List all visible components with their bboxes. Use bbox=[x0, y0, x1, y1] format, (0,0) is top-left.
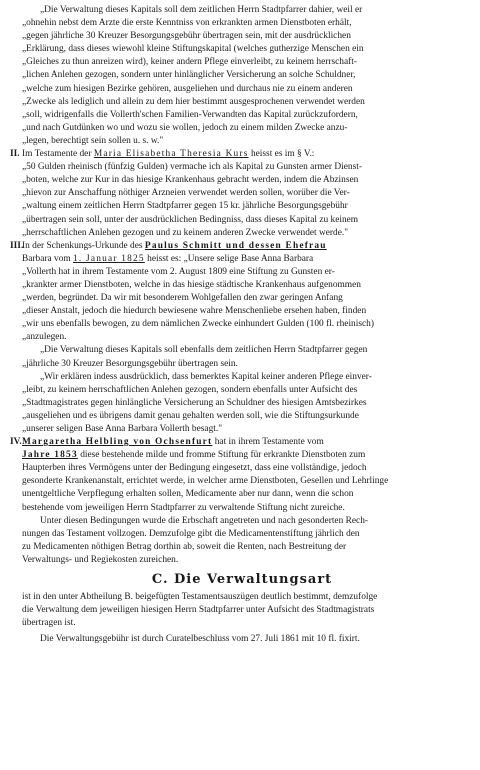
testator-name: Margaretha Helbling von Ochsenfurt bbox=[22, 437, 213, 448]
text-line: „boten, welche zur Kur in das hiesige Krankenhaus gebracht werden, indem die Abzinsen bbox=[22, 175, 359, 186]
section-1-quote bbox=[22, 4, 462, 148]
text-line: „jährliche 30 Kreuzer Besorgungsgebühr übertragen sein. bbox=[22, 358, 238, 369]
text-line: Haupterben ihres Vermögens unter der Bedingung eingesetzt, dass eine vollständige, jedoch bbox=[22, 463, 367, 474]
text-line: „Vollerth hat in ihrem Testamente vom 2. August 1809 eine Stiftung zu Gunsten er- bbox=[22, 266, 335, 277]
text-line: Unter diesen Bedingungen wurde die Erbschaft angetreten und nach gesonderten Rech- bbox=[40, 515, 369, 526]
text-line: „wir uns ebenfalls bewogen, zu dem nämlichen Zwecke einhundert Gulden (100 fl. rheinisch) bbox=[22, 319, 374, 330]
section-text: Barbara vom bbox=[22, 253, 71, 264]
text-line: „Die Verwaltung dieses Kapitals soll dem zeitlichen Herrn Stadtpfarrer dahier, weil er bbox=[40, 5, 363, 15]
text-line: gesonderte Krankenanstalt, errichtet werde, in welcher arme Dienstboten, Gesellen und Lehrlinge bbox=[22, 476, 389, 487]
text-line: „ausgeliehen und es übrigens damit genau gehalten werden soll, wie die Stiftungsurkunde bbox=[22, 410, 359, 421]
text-line: nungen das Testament vollzogen. Demzufolge gibt die Medicamentenstiftung jährlich den bbox=[22, 528, 360, 539]
section-4: IV. Margaretha Helbling von Ochsenfurt hat in ihrem Testamente vom Jahre 1853 diese bestehende milde und fromme Stiftung für erkrankte Dienstboten zum Haupterben ihres Vermögens unter der Bedingung eingesetzt, dass eine vollständige, jedoch gesonderte Krankenanstalt, errichtet werde, in welcher arme Dienstboten, Gesellen und Lehrlinge unentgeltliche Verpflegung erhalten sollen, Medicamente aber nur dann, wenn die schon bestehende vom jeweiligen Herrn Stadtpfarrer zu verwaltende Stiftung nicht zureiche. Unter diesen Bedingungen wurde die Erbschaft angetreten und nach gesonderten Rech- nungen das Testament vollzogen. Demzufolge gibt die Medicamentenstiftung jährlich den zu Medicamenten nöthigen Betrag dorthin ab, soweit die Renten, nach Bestreitung der Verwaltungs- und Regiekosten zureichen. bbox=[22, 436, 462, 567]
testator-name: Maria Elisabetha Theresia Kurs bbox=[93, 149, 249, 160]
text-line: „50 Gulden rheinisch (fünfzig Gulden) vermache ich als Kapital zu Gunsten armer Dienst- bbox=[22, 162, 362, 173]
text-line: „Zwecke als lediglich und allein zu dem hier bestimmt ausgesprochenen verwendet werden bbox=[22, 96, 365, 107]
text-line: „Die Verwaltung dieses Kapitals soll ebenfalls dem zeitlichen Herrn Stadtpfarrer gegen bbox=[40, 345, 368, 356]
text-line: „unserer seligen Base Anna Barbara Vollerth besagt." bbox=[22, 424, 223, 434]
text-line: „waltung einem zeitlichen Herrn Stadtpfarrer gegen 15 kr. jährliche Besorgungsgebühr bbox=[22, 201, 348, 212]
text-line: „Wir erklären indess ausdrücklich, dass bemerktes Kapital keiner anderen Pflege einver- bbox=[40, 371, 372, 382]
text-line: Verwaltungs- und Regiekosten zureichen. bbox=[22, 554, 179, 565]
text-line: zu Medicamenten nöthigen Betrag dorthin ab, soweit die Renten, nach Bestreitung der bbox=[22, 541, 347, 552]
section-text: hat in ihrem Testamente vom bbox=[214, 437, 324, 448]
section-number: III. bbox=[10, 240, 24, 251]
text-line: „hievon zur Anschaffung nöthiger Arzneien verwendet werden sollen, worüber die Ver- bbox=[22, 188, 350, 199]
text-line: „Erklärung, dass dieses wiewohl kleine Stiftungskapital (welches gutherzige Menschen ein bbox=[22, 44, 364, 55]
text-line: unentgeltliche Verpflegung erhalten sollen, Medicamente aber nur dann, wenn die schon bbox=[22, 489, 354, 500]
text-line: „legen, berechtigt sein sollen u. s. w." bbox=[22, 135, 164, 146]
text-line: „soll, widrigenfalls die Vollerth'schen Familien-Verwandten das Kapital zurückzufordern, bbox=[22, 109, 358, 120]
fee-statement: Die Verwaltungsgebühr ist durch Curatelbeschluss vom 27. Juli 1861 mit 10 fl. fixirt. bbox=[40, 634, 360, 645]
section-intro: In der Schenkungs-Urkunde des bbox=[22, 240, 143, 251]
section-text: heisst es: „Unsere selige Base Anna Barbara bbox=[147, 253, 314, 264]
text-line: „welche zum hiesigen Bezirke gehören, ausgeliehen und durchaus nie zu einem anderen bbox=[22, 83, 353, 94]
section-intro-after: heisst es im § V.: bbox=[250, 149, 315, 160]
text-line: „werden, begründet. Da wir mit besonderem Wohlgefallen den zwar geringen Anfang bbox=[22, 293, 343, 304]
text-line: „gegen jährliche 30 Kreuzer Besorgungsgebühr übertragen sein, mit der ausdrücklichen bbox=[22, 31, 351, 42]
section-text: diese bestehende milde und fromme Stiftung für erkrankte Dienstboten zum bbox=[80, 450, 366, 461]
testament-year: Jahre 1853 bbox=[22, 450, 78, 461]
text-line: „Gleiches zu thun anreizen wird), keiner andern Pflege einverleibt, zu keinem herrschaft- bbox=[22, 57, 358, 68]
text-line: „herrschaftlichen Anlehen gezogen und zu keinem anderen Zwecke verwendet werde." bbox=[22, 227, 349, 238]
text-line: „lichen Anlehen gezogen, sondern unter hinlänglicher Versicherung an solche Schuldner, bbox=[22, 70, 356, 81]
text-line: „übertragen sein soll, unter der ausdrücklichen Bedingniss, dass dieses Kapital zu keinem bbox=[22, 214, 359, 225]
text-line: ist in den unter Abtheilung B. beigefügten Testamentsauszügen deutlich bestimmt, demzufolge bbox=[22, 592, 378, 603]
administration-text bbox=[22, 591, 462, 646]
text-line: „Stadtmagistrates gegen hinlängliche Versicherung an Schuldner des hiesigen Amtsbezirkes bbox=[22, 397, 367, 408]
text-line: die Verwaltung dem jeweiligen hiesigen Herrn Stadtpfarrer unter Aufsicht des Stadtmagistrats bbox=[22, 605, 375, 616]
section-3 bbox=[10, 240, 462, 436]
text-line: bestehende vom jeweiligen Herrn Stadtpfarrer zu verwaltende Stiftung nicht zureiche. bbox=[22, 502, 345, 513]
section-intro: Im Testamente der bbox=[22, 149, 92, 160]
text-line: „anzulegen. bbox=[22, 332, 67, 343]
donor-name: Paulus Schmitt und dessen Ehefrau bbox=[144, 240, 327, 251]
deed-date: 1. Januar 1825 bbox=[73, 253, 145, 264]
section-heading: C. Die Verwaltungsart bbox=[151, 572, 333, 588]
text-line: „dieser Anstalt, jedoch die hiedurch bewiesene wahre Menschenliebe ersehen haben, finden bbox=[22, 306, 367, 317]
text-line: „leibt, zu keinem herrschaftlichen Anlehen gezogen, sondern ebenfalls unter Aufsicht des bbox=[22, 384, 358, 395]
text-line: „ohnehin nebst dem Arzte die erste Kenntniss von erkrankten armen Dienstboten erhält, bbox=[22, 18, 352, 29]
section-2: II. Im Testamente der Maria Elisabetha Theresia Kurs heisst es im § V.: „50 Gulden rheinisch (fünfzig Gulden) vermache ich als Kapital zu Gunsten armer Dienst- „boten, welche zur Kur in das hiesige Krankenhaus gebracht werden, indem die Abzinsen „hievon zur Anschaffung nöthiger Arzneien verwendet werden sollen, worüber die Ver- „waltung einem zeitlichen Herrn Stadtpfarrer gegen 15 kr. jährliche Besorgungsgebühr „übertragen sein soll, unter der ausdrücklichen Bedingniss, dass dieses Kapital zu keinem „herrschaftlichen Anlehen gezogen und zu keinem anderen Zwecke verwendet werde." bbox=[22, 148, 462, 240]
text-line: übertragen ist. bbox=[22, 618, 76, 629]
text-line: „krankter armer Dienstboten, welche in das hiesige städtische Krankenhaus aufgenommen bbox=[22, 279, 361, 290]
text-line: „und nach Gutdünken wo und wozu sie wollen, jedoch zu einem milden Zwecke anzu- bbox=[22, 122, 348, 133]
